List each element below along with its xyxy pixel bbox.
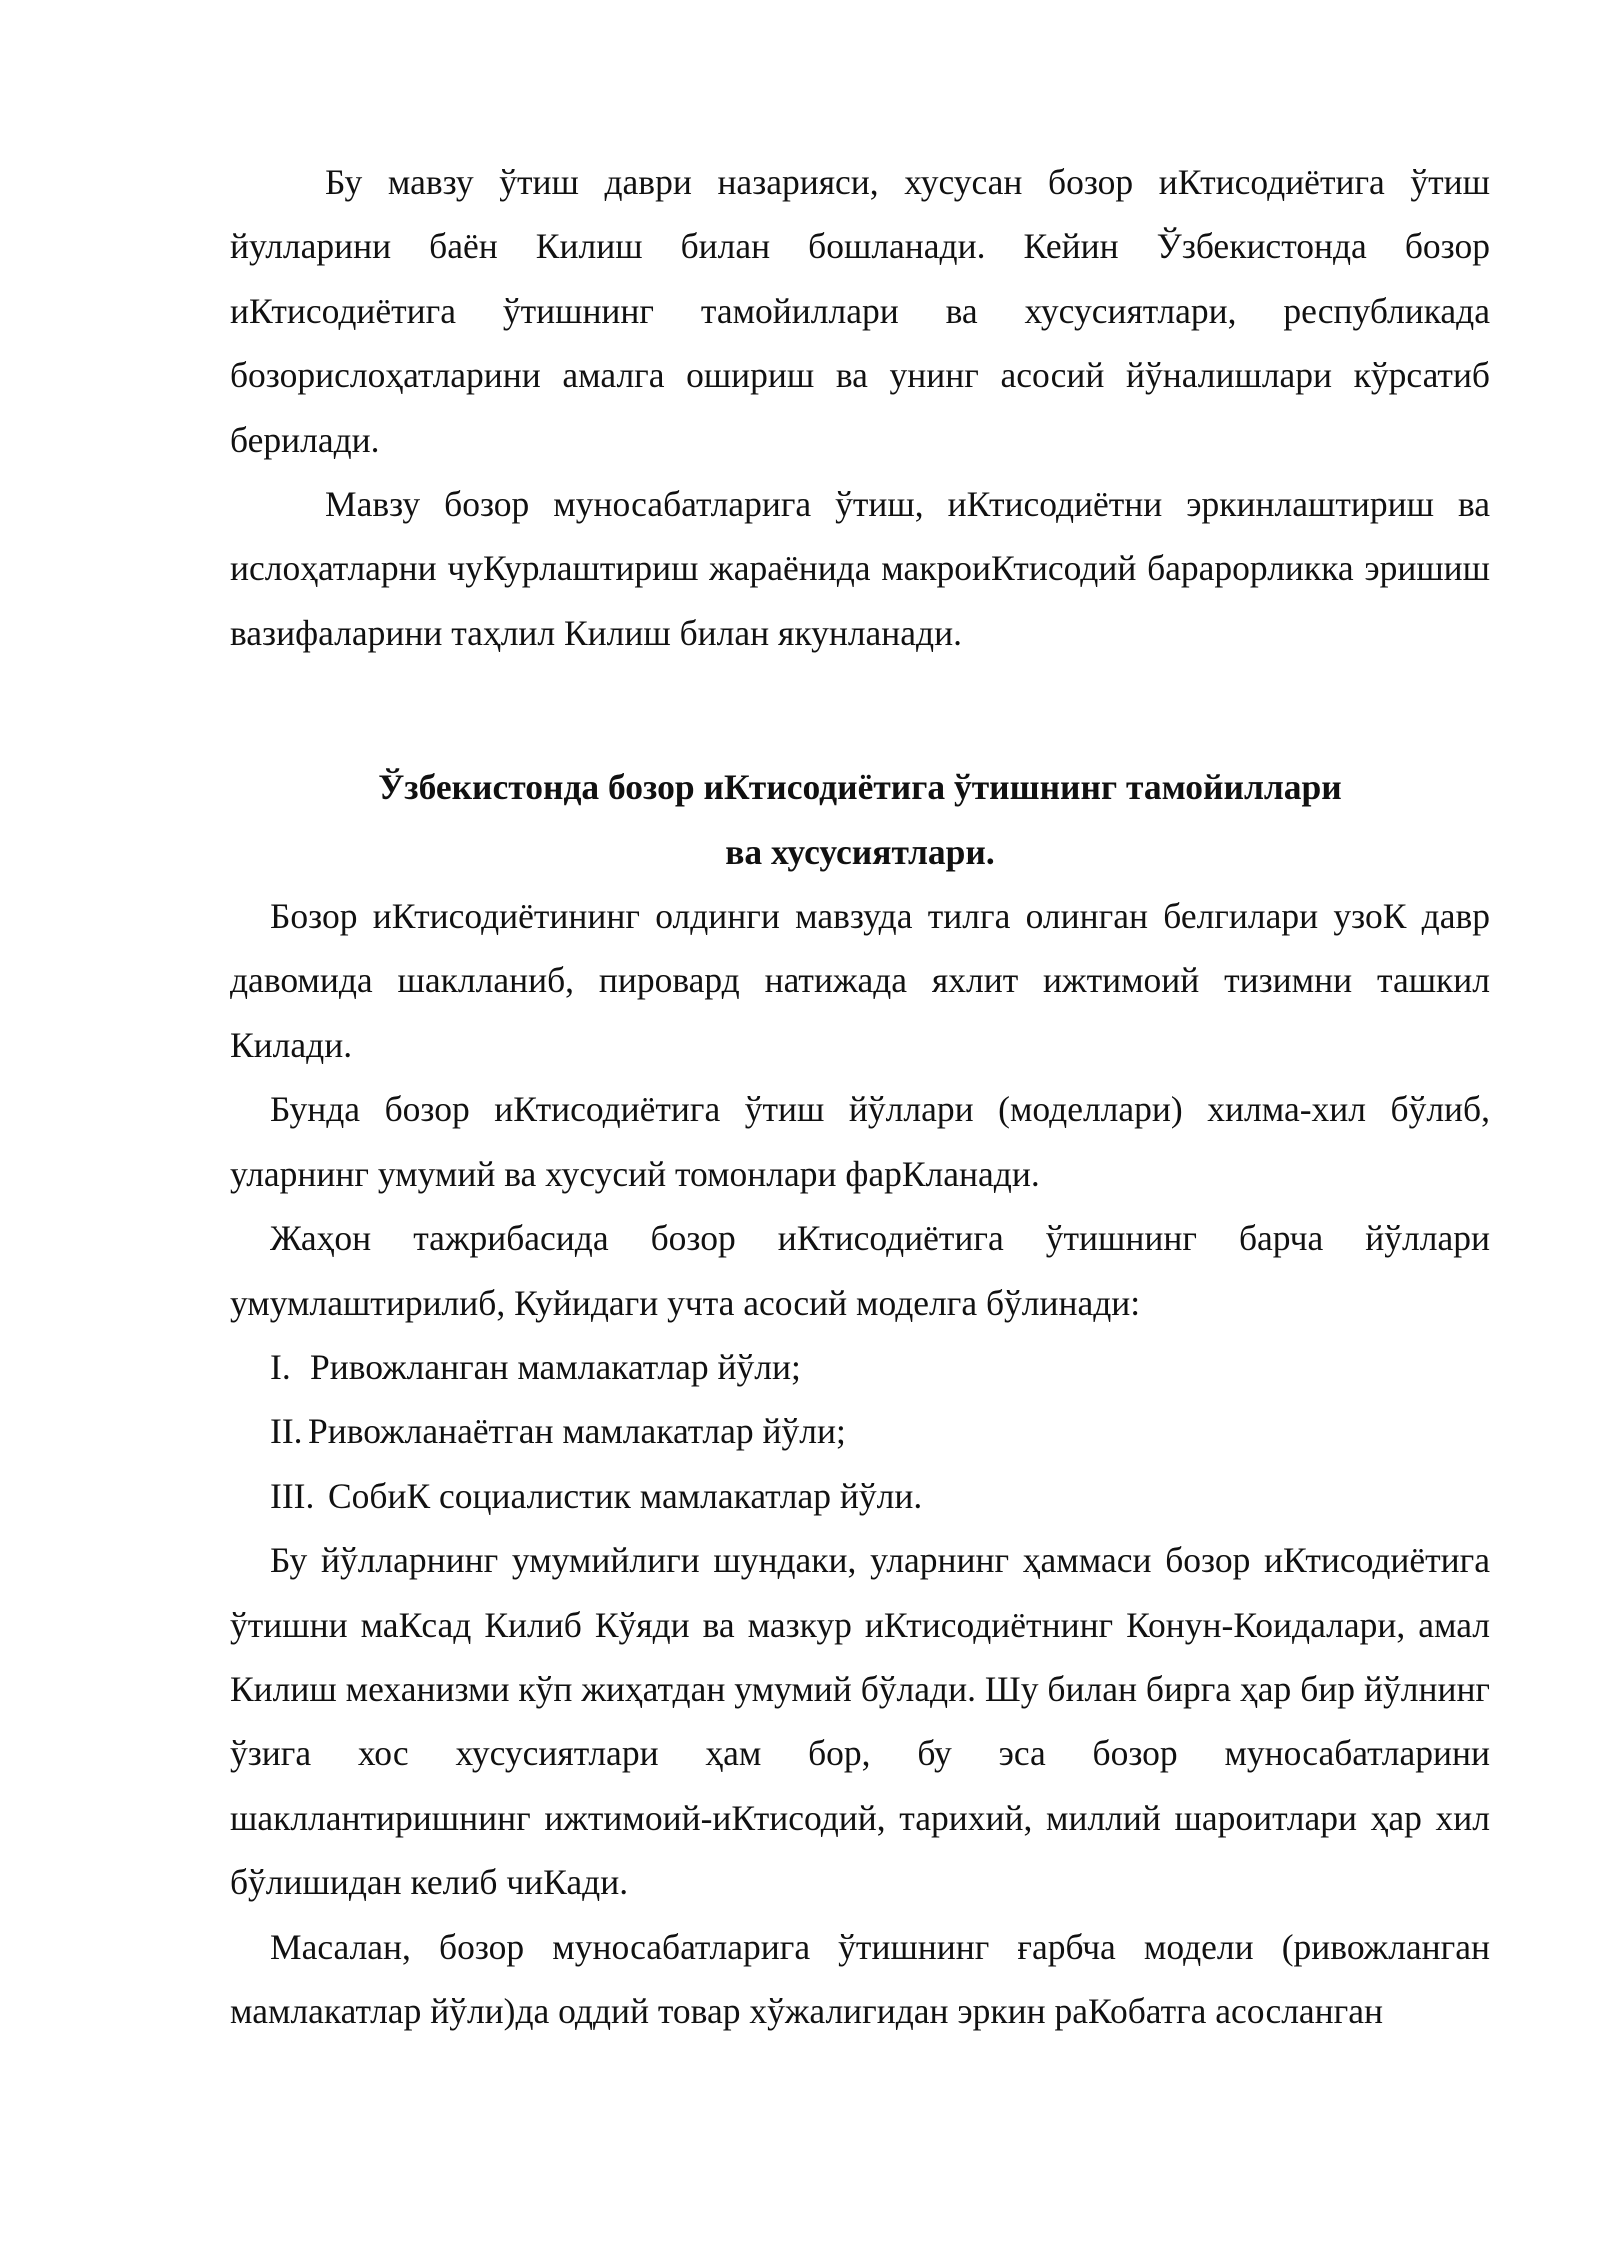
section-heading-line-2: ва хусусиятлари. <box>725 831 995 872</box>
spacer <box>230 665 1490 755</box>
list-item-text: Ривожланаётган мамлакатлар йўли; <box>308 1411 846 1452</box>
intro-paragraph-1: Бу мавзу ўтиш даври назарияси, хусусан бозор иКтисодиётига ўтиш йулларини баён Килиш билан бошланади. Кейин Ўзбекистонда бозор иКтисодиётига ўтишнинг тамойиллари ва хусусиятлари, республикада бозорислоҳатларини амалга ошириш ва унинг асосий йўналишлари кўрсатиб берилади. <box>230 162 1490 460</box>
list-item-text: СобиК социалистик мамлакатлар йўли. <box>328 1475 923 1516</box>
list-item-number: II. <box>270 1411 303 1452</box>
list-item <box>230 1399 1490 1463</box>
list-item <box>230 1335 1490 1399</box>
list-item-text: Ривожланган мамлакатлар йўли; <box>310 1346 801 1387</box>
section-heading-line-1: Ўзбекистонда бозор иКтисодиётига ўтишнинг тамойиллари <box>378 767 1342 808</box>
list-item <box>230 1464 1490 1528</box>
body-paragraph-3: Жаҳон тажрибасида бозор иКтисодиётига ўтишнинг барча йўллари умумлаштирилиб, Куйидаги учта асосий моделга бўлинади: <box>230 1218 1490 1323</box>
list-item-number: I. <box>270 1346 291 1387</box>
body-paragraph-1: Бозор иКтисодиётининг олдинги мавзуда тилга олинган белгилари узоК давр давомида шаклланиб, пировард натижада яхлит ижтимоий тизимни ташкил Килади. <box>230 896 1490 1065</box>
body-paragraph-5: Масалан, бозор муносабатларига ўтишнинг ғарбча модели (ривожланган мамлакатлар йўли)да оддий товар хўжалигидан эркин раКобатга асосланган <box>230 1926 1490 2031</box>
intro-paragraph-2: Мавзу бозор муносабатларига ўтиш, иКтисодиётни эркинлаштириш ва ислоҳатларни чуКурлаштириш жараёнида макроиКтисодий барарорликка эришиш вазифаларини таҳлил Килиш билан якунланади. <box>230 484 1490 653</box>
section-heading <box>230 755 1490 884</box>
body-paragraph-4: Бу йўлларнинг умумийлиги шундаки, уларнинг ҳаммаси бозор иКтисодиётига ўтишни маКсад Килиб Кўяди ва мазкур иКтисодиётнинг Конун-Коидалари, амал Килиш механизми кўп жиҳатдан умумий бўлади. Шу билан бирга ҳар бир йўлнинг ўзига хос хусусиятлари ҳам бор, бу эса бозор муносабатларини шакллантиришнинг ижтимоий-иКтисодий, тарихий, миллий шароитлари ҳар хил бўлишидан келиб чиКади. <box>230 1540 1490 1903</box>
document-page <box>230 150 1490 2043</box>
body-paragraph-2: Бунда бозор иКтисодиётига ўтиш йўллари (моделлари) хилма-хил бўлиб, уларнинг умумий ва хусусий томонлари фарКланади. <box>230 1089 1490 1194</box>
list-item-number: III. <box>270 1475 315 1516</box>
